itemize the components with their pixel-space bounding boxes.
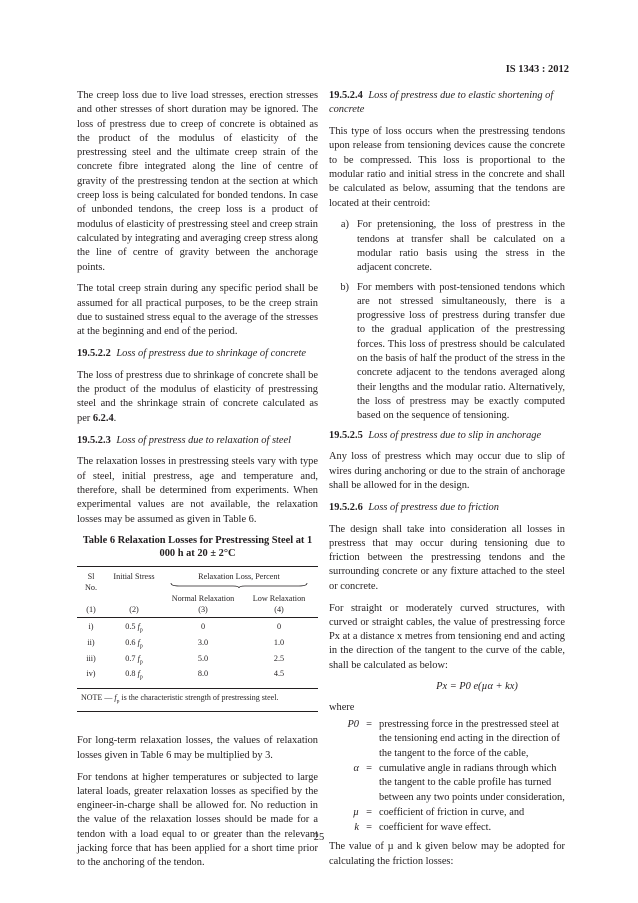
row-initial-stress: 0.7 $f_p$ — [125, 653, 143, 666]
table-subheader-row — [77, 593, 318, 604]
row-initial-stress: 0.5 $f_p$ — [125, 622, 143, 634]
header-low-relaxation: Low Relaxation — [252, 594, 306, 604]
section-title: Loss of prestress due to slip in anchorage — [368, 429, 542, 441]
list-item — [329, 218, 565, 275]
row-low: 2.5 — [273, 653, 285, 663]
header-no-text: No. — [84, 583, 98, 593]
header-initial-stress: Initial Stress — [113, 572, 155, 582]
section-heading-shrinkage — [77, 347, 318, 361]
creep-paragraph: The creep loss due to live load stresses, erection stresses and other stresses of short duration may be ignored. The loss of prestress due to creep of concrete is obtained as the product of the modulus of elasticity of the prestressing steel and the ultimate creep strain of the concrete fibre integrated along the line of centre of gravity of the prestressing tendon at the section at which creep loss is being calculated for bonded tendons. In case of unbonded tendons, the creep loss is a product of modulus of elasticity of prestressing steel and creep strain calculated by integrating and averaging creep stress along the line of centre of gravity between the anchorage points. — [77, 90, 318, 273]
table-column-numbers — [77, 604, 318, 618]
list-label: b) — [340, 281, 349, 293]
table-row — [77, 653, 318, 669]
table-header-row — [77, 571, 318, 593]
section-number: 19.5.2.3 — [77, 434, 111, 446]
row-sl: ii) — [87, 637, 95, 647]
header-sl — [77, 571, 105, 593]
long-term-paragraph: For long-term relaxation losses, the values of relaxation losses given in Table 6 may be multiplied by 3. — [77, 735, 318, 761]
row-initial-stress: 0.8 $f_p$ — [125, 669, 143, 681]
slip-paragraph: Any loss of prestress which may occur due to slip of wires during anchoring or due to the strain of anchorage shall be allowed for in the design. — [329, 451, 565, 491]
table-row — [77, 637, 318, 653]
col-number: (1) — [86, 605, 96, 615]
row-low: 1.0 — [273, 637, 285, 647]
definition-row — [329, 718, 565, 761]
relaxation-paragraph: The relaxation losses in prestressing steels vary with type of steel, initial prestress, age and temperature and, therefore, shall be determined from experiments. When experimental values are not available, the relaxation losses may be assumed as given in Table 6. — [77, 456, 318, 525]
left-column — [77, 89, 318, 878]
section-heading-elastic-shortening — [329, 89, 565, 118]
row-initial-stress: 0.6 $f_p$ — [125, 637, 143, 650]
definition-symbol: µ — [353, 806, 359, 818]
definition-equals: = — [366, 719, 372, 731]
friction-paragraph: The design shall take into consideration all losses in prestress that may occur during tensioning due to friction between the prestressing tendons and the surrounding concrete or any fixture attached to the steel or concrete. — [329, 523, 565, 592]
section-title: Loss of prestress due to relaxation of steel — [116, 434, 292, 446]
row-normal: 5.0 — [197, 653, 209, 663]
standard-header: IS 1343 : 2012 — [505, 64, 569, 75]
shrinkage-text-end: . — [113, 412, 117, 424]
definition-equals: = — [366, 806, 372, 818]
stress-coefficient: 0.5 — [125, 622, 136, 632]
definition-symbol: k — [354, 822, 359, 834]
shrinkage-text: The loss of prestress due to shrinkage of concrete shall be the product of the modulus of elasticity of prestressing steel and the shrinkage strain of concrete calculated as per — [77, 369, 318, 424]
section-heading-friction — [329, 501, 565, 515]
section-title: Loss of prestress due to friction — [368, 501, 499, 513]
definition-equals: = — [366, 822, 372, 834]
subheader-blank-1 — [77, 593, 105, 604]
clause-reference: 6.2.4 — [92, 412, 114, 424]
row-sl: iv) — [86, 669, 96, 679]
note-text: is the characteristic strength of prestressing steel. — [119, 692, 279, 702]
row-sl: iii) — [86, 653, 96, 663]
section-title: Loss of prestress due to elastic shortening of concrete — [329, 90, 554, 116]
header-normal-relaxation: Normal Relaxation — [171, 594, 235, 604]
section-number: 19.5.2.4 — [329, 90, 363, 101]
elastic-shortening-paragraph: This type of loss occurs when the prestressing tendons upon release from tensioning devices cause the concrete to be compressed. This loss is proportional to the modular ratio and initial stress in the concrete and shall be calculated as below, assuming that the tendons are located at their centroid: — [329, 126, 565, 209]
stress-coefficient: 0.6 — [125, 637, 136, 647]
prestressing-force-paragraph: For straight or moderately curved structures, with curved or straight cables, the value of prestressing force Px at a distance x metres from tensioning end and acting in the direction of the tangent to the curve of the cable, shall be calculated as below: — [329, 602, 565, 671]
friction-formula: Px = P0 e(µα + kx) — [436, 681, 518, 693]
stress-coefficient: 0.7 — [125, 653, 136, 663]
brace-icon — [169, 582, 309, 588]
col-number: (4) — [274, 605, 284, 615]
section-number: 19.5.2.2 — [77, 348, 111, 360]
list-item — [329, 281, 565, 424]
definition-text: prestressing force in the prestressed steel at the tensioning end acting in the direction of the tangent to the force of the cable, — [379, 719, 560, 759]
creep-strain-paragraph: The total creep strain during any specific period shall be assumed for all practical purposes, to be the creep strain due to sustained stress equal to the average of the stresses at the beginning and end of the period. — [77, 283, 318, 338]
section-title: Loss of prestress due to shrinkage of concrete — [116, 348, 306, 360]
high-temperature-paragraph: For tendons at higher temperatures or subjected to large lateral loads, greater relaxation losses as specified by the engineer-in-charge shall be allowed for. No reduction in the value of the relaxation losses should be made for a tendon with a load equal to or greater than the relevant jacking force that has been applied for a short time prior to the anchoring of the tendon. — [77, 771, 318, 869]
section-number: 19.5.2.6 — [329, 501, 363, 513]
section-heading-relaxation — [77, 434, 318, 448]
note-label: NOTE — — [81, 692, 113, 702]
col-number: (2) — [129, 605, 139, 615]
list-label: a) — [340, 219, 349, 231]
table-body — [77, 566, 318, 712]
row-normal: 3.0 — [197, 637, 209, 647]
col-number: (3) — [198, 605, 208, 615]
right-column — [329, 89, 565, 877]
definition-text: cumulative angle in radians through which the tangent to the cable profile has turned between any two points under consideration, — [379, 762, 565, 803]
subheader-blank-2 — [105, 593, 163, 604]
header-sl-text: Sl — [87, 572, 95, 582]
row-low: 4.5 — [273, 669, 285, 679]
table-title: Table 6 Relaxation Losses for Prestressing Steel at 1 000 h at 20 ± 2°C — [82, 535, 313, 560]
table-note: NOTE — $f_p$ is the characteristic strength of prestressing steel. — [77, 688, 318, 712]
row-sl: i) — [88, 622, 94, 632]
section-heading-slip — [329, 429, 565, 443]
shrinkage-paragraph — [77, 369, 318, 426]
stress-coefficient: 0.8 — [125, 669, 136, 679]
definition-row — [329, 762, 565, 805]
header-relaxation-loss — [163, 571, 315, 593]
section-number: 19.5.2.5 — [329, 429, 363, 441]
table-6 — [77, 534, 318, 712]
definition-equals: = — [366, 762, 372, 774]
row-low: 0 — [276, 622, 282, 632]
table-row — [77, 621, 318, 637]
list-text: For members with post-tensioned tendons which are not stressed simultaneously, there is a progressive loss of prestress during transfer due to the gradual application of the prestressing forces. This loss of prestress should be calculated on the basis of half the product of the stress in the concrete adjacent to the tendons averaged along their lengths and the modular ratio. Alternatively, the loss of prestress may be exactly computed based on the sequence of tensioning. — [357, 281, 565, 422]
definition-text: coefficient for wave effect. — [379, 822, 492, 834]
where-label: where — [329, 701, 355, 713]
friction-values-paragraph: The value of µ and k given below may be adopted for calculating the friction losses: — [329, 841, 565, 867]
page-number: 25 — [313, 832, 325, 843]
definition-text: coefficient of friction in curve, and — [379, 806, 525, 818]
table-row — [77, 668, 318, 684]
definition-symbol: α — [353, 762, 359, 774]
definition-row — [329, 806, 565, 820]
row-normal: 0 — [200, 622, 206, 632]
definition-symbol: P0 — [347, 719, 359, 731]
row-normal: 8.0 — [197, 669, 209, 679]
list-text: For pretensioning, the loss of prestress in the tendons at transfer shall be calculated on a modular ratio basis using the stress in the adjacent concrete. — [357, 219, 565, 274]
header-relaxation-loss-text: Relaxation Loss, Percent — [198, 572, 280, 582]
